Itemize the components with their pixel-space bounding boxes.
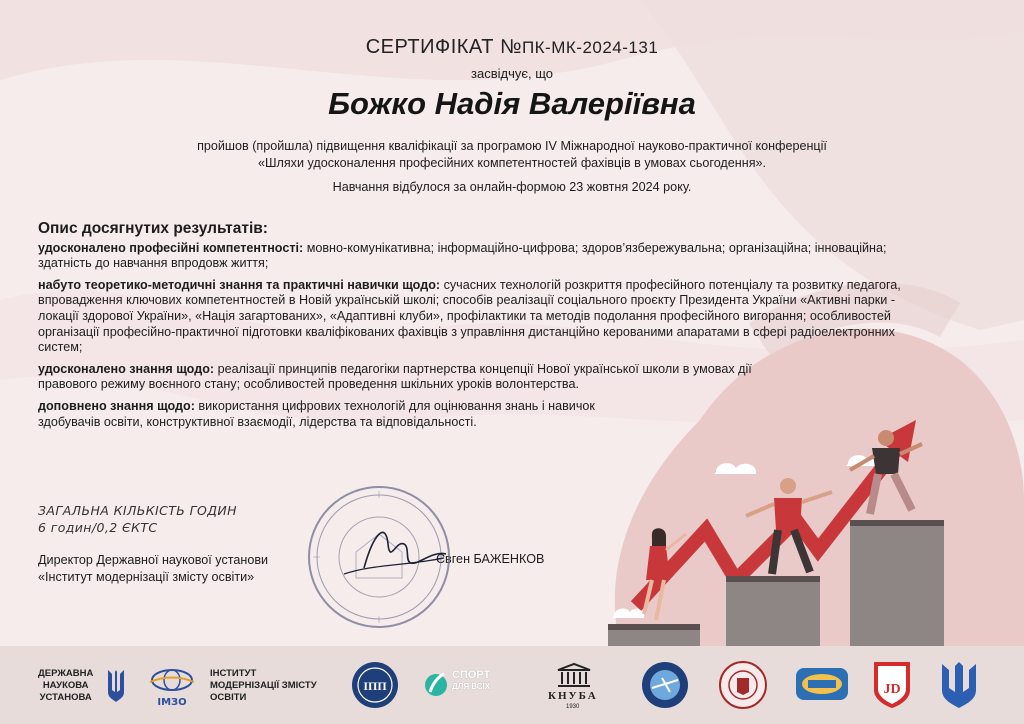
- program-description: [60, 138, 964, 172]
- knuba-year: 1930: [566, 704, 580, 710]
- footer-logos: [0, 646, 1024, 724]
- result-label: набуто теоретико-методичні знання та практичні навички щодо:: [38, 277, 441, 292]
- program-line-1: пройшов (пройшла) підвищення кваліфікації за програмою ІV Міжнародної науково-практичної конференції: [197, 139, 827, 153]
- ktk-logo: [794, 664, 850, 704]
- recipient-name: Божко Надія Валеріївна: [328, 86, 696, 121]
- results-heading: Опис досягнутих результатів:: [38, 220, 268, 237]
- result-label: удосконалено професійні компетентності:: [38, 240, 304, 255]
- hours-value: 6 годин/0,2 ЄКТС: [38, 520, 158, 535]
- result-label: удосконалено знання щодо:: [38, 361, 215, 376]
- confirms-text: засвідчує, що: [471, 66, 553, 81]
- pedestal-large: [850, 524, 944, 646]
- ipp-logo: [350, 660, 400, 710]
- result-item: [38, 362, 758, 393]
- certificate-title: [0, 36, 1024, 59]
- knuba-label: КНУБА: [548, 690, 598, 702]
- state-line-3: УСТАНОВА: [39, 692, 92, 703]
- institute-label: [210, 668, 317, 704]
- institute-line-1: ІНСТИТУТ: [210, 668, 257, 679]
- director-line-1: Директор Державної наукової установи: [38, 553, 269, 567]
- person-woman-icon: [644, 528, 686, 620]
- result-item: [38, 241, 938, 272]
- institute-line-2: МОДЕРНІЗАЦІЇ ЗМІСТУ: [210, 680, 317, 691]
- growth-illustration: [596, 410, 986, 646]
- state-line-1: ДЕРЖАВНА: [38, 668, 94, 679]
- sport-icon: [424, 666, 448, 704]
- pedestal-medium: [726, 580, 820, 646]
- sport-line-2: ДЛЯ ВСІХ: [452, 682, 491, 691]
- results-section: [38, 221, 938, 436]
- institute-line-3: ОСВІТИ: [210, 692, 247, 703]
- aviation-university-logo: [640, 660, 690, 710]
- director-title: [38, 552, 268, 586]
- official-stamp-icon: [304, 482, 454, 632]
- cloud-icon: [612, 609, 644, 618]
- result-text: реалізації принципів педагогіки партнерства концепції Нової української школи в умовах дії правового режиму воєнного стану; особливостей проведення шкільних уроків волонтерства.: [38, 361, 752, 392]
- jd-label: JD: [883, 682, 901, 697]
- training-date: Навчання відбулося за онлайн-формою 23 жовтня 2024 року.: [332, 180, 692, 194]
- knuba-building-icon: [556, 662, 592, 688]
- result-text: сучасних технологій розкриття професійного потенціалу та розвитку педагога, впровадження ключових компетентностей в Новій українській школі; способів реалізації соціального проєкту Президента України «Активні парки - локації здорової України», «Нація загартованих», «Адаптивні клуби», профілактики та методів подолання професійного вигорання; особливостей організації професійно-практичної підготовки кваліфікованих фахівців з управління дистанційно керованими апаратами в сфері радіоелектронних систем;: [38, 277, 901, 355]
- jd-shield-logo: [872, 660, 912, 710]
- result-text: використання цифрових технологій для оцінювання знань і навичок здобувачів освіти, конструктивної взаємодії, лідерства та відповідальності.: [38, 398, 595, 429]
- certificate-number: ПК-МК-2024-131: [521, 38, 659, 57]
- trident-icon: [104, 668, 128, 704]
- imzo-abbr: ІМЗО: [157, 697, 187, 708]
- trident-blue-logo: [938, 660, 980, 710]
- university-seal-logo: [718, 660, 768, 710]
- program-line-2: «Шляхи удосконалення професійних компетентностей фахівців в умовах сьогодення».: [257, 156, 767, 170]
- pedestal-small: [608, 628, 700, 646]
- result-item: [38, 278, 938, 356]
- sport-for-all-label: [452, 670, 490, 692]
- state-line-2: НАУКОВА: [42, 680, 89, 691]
- cloud-icon: [714, 463, 756, 474]
- director-line-2: «Інститут модернізації змісту освіти»: [38, 570, 255, 584]
- result-label: доповнено знання щодо:: [38, 398, 195, 413]
- result-item: [38, 399, 598, 430]
- result-text: мовно-комунікативна; інформаційно-цифрова; здоров’язбережувальна; організаційна; інноваційна; здатність до навчання впродовж життя;: [38, 240, 887, 271]
- total-hours: [38, 502, 237, 536]
- imzo-logo: [144, 668, 200, 708]
- director-name: Євген БАЖЕНКОВ: [436, 552, 545, 566]
- globe-icon: [144, 668, 200, 692]
- state-institution-label: [38, 668, 93, 704]
- ipp-label: ІПП: [363, 679, 387, 693]
- hours-label: ЗАГАЛЬНА КІЛЬКІСТЬ ГОДИН: [38, 503, 237, 518]
- sport-line-1: СПОРТ: [452, 669, 491, 681]
- title-text: СЕРТИФІКАТ №: [365, 36, 522, 58]
